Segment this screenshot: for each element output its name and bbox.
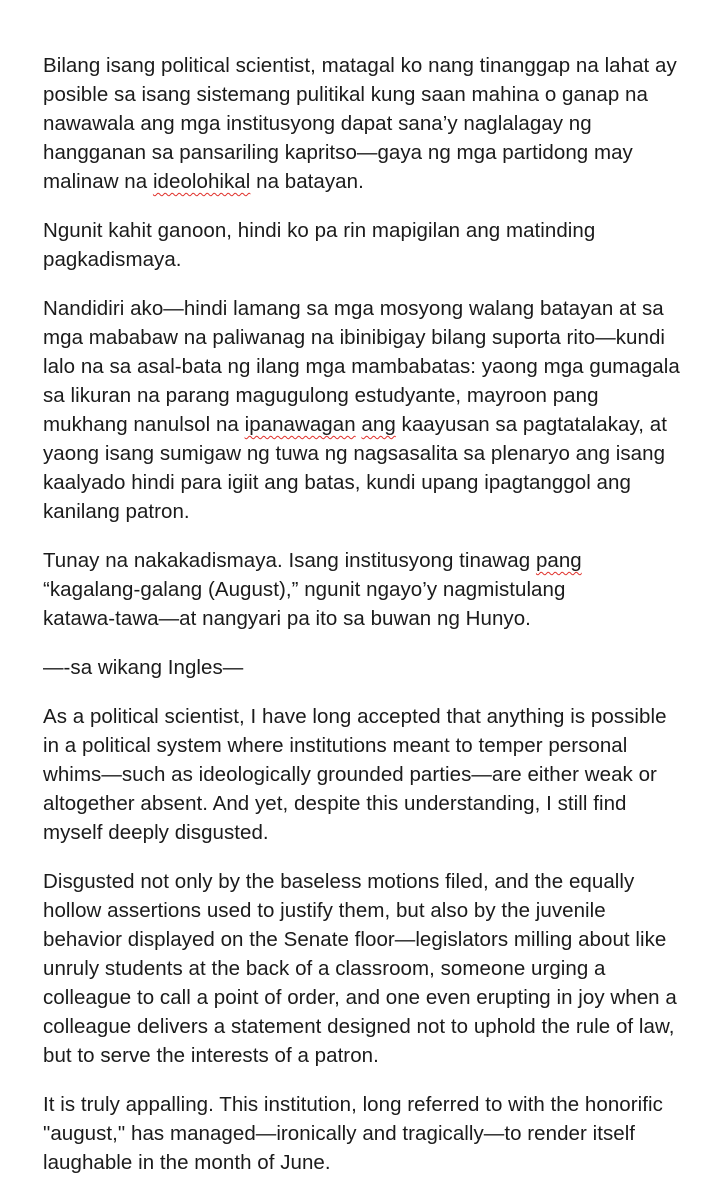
text-run: myself deeply disgusted.: [43, 821, 269, 844]
text-run: As a political scientist, I have long accepted that anything is possible: [43, 705, 667, 728]
spellcheck-flagged-word: ang: [361, 413, 396, 436]
text-run: nawawala ang mga institusyong dapat sana’y naglalagay ng: [43, 112, 592, 135]
paragraph: [43, 702, 688, 847]
text-run: unruly students at the back of a classroom, someone urging a: [43, 957, 606, 980]
text-run: Ngunit kahit ganoon, hindi ko pa rin mapigilan ang matinding: [43, 219, 596, 242]
text-run: Bilang isang political scientist, matagal ko nang tinanggap na lahat ay: [43, 54, 677, 77]
text-run: yaong isang sumigaw ng tuwa ng nagsasalita sa plenaryo ang isang: [43, 442, 666, 465]
text-run: but to serve the interests of a patron.: [43, 1044, 379, 1067]
text-run: "august," has managed—ironically and tragically—to render itself: [43, 1122, 636, 1145]
text-run: kaalyado hindi para igiit ang batas, kundi upang ipagtanggol ang: [43, 471, 631, 494]
text-run: sa likuran na parang magugulong estudyante, mayroon pang: [43, 384, 599, 407]
text-run: kaayusan sa pagtatalakay, at: [395, 413, 667, 436]
paragraph: [43, 294, 688, 526]
text-run: posible sa isang sistemang pulitikal kung saan mahina o ganap na: [43, 83, 648, 106]
text-run: na batayan.: [250, 170, 364, 193]
text-run: “kagalang-galang (August),” ngunit ngayo’y nagmistulang: [43, 578, 566, 601]
paragraph: [43, 1090, 688, 1177]
text-run: Disgusted not only by the baseless motions filed, and the equally: [43, 870, 635, 893]
text-run: It is truly appalling. This institution, long referred to with the honorific: [43, 1093, 663, 1116]
text-run: altogether absent. And yet, despite this understanding, I still find: [43, 792, 627, 815]
spellcheck-flagged-word: ideolohikal: [152, 170, 251, 193]
document-body: [43, 51, 688, 1177]
text-run: colleague delivers a statement designed not to uphold the rule of law,: [43, 1015, 675, 1038]
paragraph: [43, 653, 688, 682]
text-run: laughable in the month of June.: [43, 1151, 331, 1174]
spellcheck-flagged-word: pang: [535, 549, 582, 572]
paragraph: [43, 546, 688, 633]
text-run: Tunay na nakakadismaya. Isang institusyong tinawag: [43, 549, 536, 572]
text-run: colleague to call a point of order, and one even erupting in joy when a: [43, 986, 677, 1009]
text-run: whims—such as ideologically grounded parties—are either weak or: [43, 763, 657, 786]
text-run: hollow assertions used to justify them, but also by the juvenile: [43, 899, 606, 922]
paragraph: [43, 51, 688, 196]
spellcheck-flagged-word: ipanawagan: [244, 413, 356, 436]
text-run: —-sa wikang Ingles—: [43, 656, 244, 679]
text-run: lalo na sa asal-bata ng ilang mga mambabatas: yaong mga gumagala: [43, 355, 680, 378]
paragraph: [43, 867, 688, 1070]
text-run: katawa-tawa—at nangyari pa ito sa buwan ng Hunyo.: [43, 607, 531, 630]
text-run: mukhang nanulsol na: [43, 413, 245, 436]
text-run: hangganan sa pansariling kapritso—gaya ng mga partidong may: [43, 141, 633, 164]
paragraph: [43, 216, 688, 274]
text-run: Nandidiri ako—hindi lamang sa mga mosyong walang batayan at sa: [43, 297, 664, 320]
text-run: mga mababaw na paliwanag na ibinibigay bilang suporta rito—kundi: [43, 326, 666, 349]
text-run: malinaw na: [43, 170, 153, 193]
text-run: pagkadismaya.: [43, 248, 182, 271]
text-run: behavior displayed on the Senate floor—legislators milling about like: [43, 928, 667, 951]
text-run: kanilang patron.: [43, 500, 190, 523]
text-run: in a political system where institutions meant to temper personal: [43, 734, 628, 757]
